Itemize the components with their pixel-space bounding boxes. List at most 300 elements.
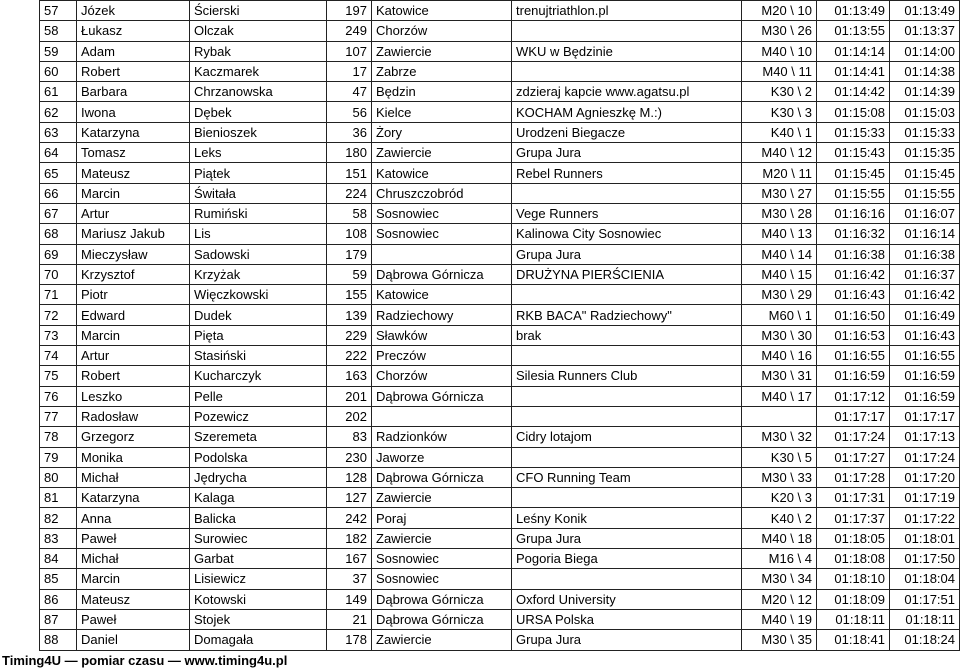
cell-club: Grupa Jura (512, 630, 742, 650)
cell-place: 75 (40, 366, 77, 386)
cell-first-name: Katarzyna (77, 488, 190, 508)
cell-gun-time: 01:17:37 (817, 508, 890, 528)
cell-bib-number: 47 (327, 82, 372, 102)
cell-gun-time: 01:18:09 (817, 589, 890, 609)
cell-gun-time: 01:17:24 (817, 427, 890, 447)
cell-last-name: Balicka (190, 508, 327, 528)
cell-place: 84 (40, 549, 77, 569)
cell-first-name: Robert (77, 61, 190, 81)
cell-club: Leśny Konik (512, 508, 742, 528)
cell-category: K40 \ 1 (742, 122, 817, 142)
table-row (40, 609, 960, 629)
cell-bib-number: 17 (327, 61, 372, 81)
cell-club: Rebel Runners (512, 163, 742, 183)
cell-first-name: Mateusz (77, 163, 190, 183)
cell-category: M40 \ 15 (742, 264, 817, 284)
cell-category: M20 \ 10 (742, 1, 817, 21)
cell-gun-time: 01:17:12 (817, 386, 890, 406)
cell-city: Dąbrowa Górnicza (372, 609, 512, 629)
cell-place: 83 (40, 528, 77, 548)
cell-city: Sosnowiec (372, 569, 512, 589)
cell-last-name: Pelle (190, 386, 327, 406)
table-row (40, 21, 960, 41)
cell-place: 87 (40, 609, 77, 629)
cell-net-time: 01:17:22 (890, 508, 960, 528)
cell-gun-time: 01:18:11 (817, 609, 890, 629)
cell-gun-time: 01:15:33 (817, 122, 890, 142)
cell-club (512, 285, 742, 305)
cell-city: Żory (372, 122, 512, 142)
cell-place: 63 (40, 122, 77, 142)
table-row (40, 203, 960, 223)
cell-last-name: Pięta (190, 325, 327, 345)
results-table (39, 0, 960, 651)
table-row (40, 528, 960, 548)
cell-category: M40 \ 18 (742, 528, 817, 548)
cell-last-name: Sadowski (190, 244, 327, 264)
cell-place: 79 (40, 447, 77, 467)
cell-last-name: Dudek (190, 305, 327, 325)
cell-bib-number: 151 (327, 163, 372, 183)
cell-bib-number: 108 (327, 224, 372, 244)
cell-bib-number: 37 (327, 569, 372, 589)
cell-place: 59 (40, 41, 77, 61)
cell-city: Sławków (372, 325, 512, 345)
cell-gun-time: 01:15:45 (817, 163, 890, 183)
cell-category: M30 \ 26 (742, 21, 817, 41)
cell-net-time: 01:17:19 (890, 488, 960, 508)
cell-gun-time: 01:16:55 (817, 346, 890, 366)
cell-gun-time: 01:18:08 (817, 549, 890, 569)
cell-city: Dąbrowa Górnicza (372, 264, 512, 284)
cell-city: Katowice (372, 1, 512, 21)
cell-last-name: Kotowski (190, 589, 327, 609)
cell-category: M30 \ 27 (742, 183, 817, 203)
table-row (40, 467, 960, 487)
cell-net-time: 01:17:20 (890, 467, 960, 487)
cell-club: Grupa Jura (512, 143, 742, 163)
table-row (40, 41, 960, 61)
cell-net-time: 01:17:17 (890, 406, 960, 426)
cell-club: brak (512, 325, 742, 345)
cell-bib-number: 178 (327, 630, 372, 650)
cell-club: Silesia Runners Club (512, 366, 742, 386)
cell-bib-number: 83 (327, 427, 372, 447)
cell-category: M30 \ 30 (742, 325, 817, 345)
cell-net-time: 01:15:03 (890, 102, 960, 122)
cell-gun-time: 01:16:32 (817, 224, 890, 244)
cell-last-name: Stojek (190, 609, 327, 629)
cell-place: 85 (40, 569, 77, 589)
cell-bib-number: 202 (327, 406, 372, 426)
cell-category: M30 \ 34 (742, 569, 817, 589)
cell-city: Sosnowiec (372, 549, 512, 569)
table-row (40, 569, 960, 589)
cell-bib-number: 36 (327, 122, 372, 142)
cell-category: M30 \ 31 (742, 366, 817, 386)
cell-city: Będzin (372, 82, 512, 102)
table-row (40, 447, 960, 467)
cell-city: Zawiercie (372, 630, 512, 650)
cell-gun-time: 01:13:49 (817, 1, 890, 21)
cell-place: 66 (40, 183, 77, 203)
cell-first-name: Tomasz (77, 143, 190, 163)
cell-bib-number: 139 (327, 305, 372, 325)
cell-bib-number: 127 (327, 488, 372, 508)
cell-place: 78 (40, 427, 77, 447)
cell-club (512, 21, 742, 41)
cell-club (512, 488, 742, 508)
cell-gun-time: 01:15:55 (817, 183, 890, 203)
cell-net-time: 01:16:55 (890, 346, 960, 366)
table-row (40, 406, 960, 426)
cell-net-time: 01:15:45 (890, 163, 960, 183)
cell-club (512, 183, 742, 203)
cell-category: K30 \ 5 (742, 447, 817, 467)
cell-city: Dąbrowa Górnicza (372, 467, 512, 487)
cell-gun-time: 01:16:38 (817, 244, 890, 264)
cell-net-time: 01:18:24 (890, 630, 960, 650)
cell-gun-time: 01:16:43 (817, 285, 890, 305)
cell-club: Pogoria Biega (512, 549, 742, 569)
cell-first-name: Piotr (77, 285, 190, 305)
cell-net-time: 01:16:42 (890, 285, 960, 305)
cell-first-name: Krzysztof (77, 264, 190, 284)
cell-place: 57 (40, 1, 77, 21)
cell-city: Preczów (372, 346, 512, 366)
table-row (40, 264, 960, 284)
cell-club: KOCHAM Agnieszkę M.:) (512, 102, 742, 122)
cell-gun-time: 01:17:17 (817, 406, 890, 426)
cell-first-name: Michał (77, 549, 190, 569)
cell-category: M30 \ 29 (742, 285, 817, 305)
cell-last-name: Stasiński (190, 346, 327, 366)
cell-first-name: Daniel (77, 630, 190, 650)
cell-bib-number: 249 (327, 21, 372, 41)
table-row (40, 224, 960, 244)
cell-last-name: Szeremeta (190, 427, 327, 447)
cell-gun-time: 01:14:41 (817, 61, 890, 81)
cell-city: Dąbrowa Górnicza (372, 386, 512, 406)
table-row (40, 285, 960, 305)
cell-last-name: Chrzanowska (190, 82, 327, 102)
cell-first-name: Grzegorz (77, 427, 190, 447)
cell-place: 61 (40, 82, 77, 102)
cell-net-time: 01:17:13 (890, 427, 960, 447)
cell-place: 65 (40, 163, 77, 183)
cell-first-name: Edward (77, 305, 190, 325)
cell-category: M60 \ 1 (742, 305, 817, 325)
cell-category (742, 406, 817, 426)
cell-city: Katowice (372, 163, 512, 183)
cell-gun-time: 01:15:43 (817, 143, 890, 163)
cell-city: Chorzów (372, 21, 512, 41)
table-row (40, 508, 960, 528)
cell-net-time: 01:18:01 (890, 528, 960, 548)
cell-bib-number: 197 (327, 1, 372, 21)
cell-club (512, 346, 742, 366)
cell-last-name: Świtała (190, 183, 327, 203)
cell-club (512, 447, 742, 467)
cell-place: 70 (40, 264, 77, 284)
cell-category: M30 \ 33 (742, 467, 817, 487)
cell-net-time: 01:13:49 (890, 1, 960, 21)
cell-category: M30 \ 35 (742, 630, 817, 650)
cell-net-time: 01:18:04 (890, 569, 960, 589)
cell-gun-time: 01:18:41 (817, 630, 890, 650)
cell-gun-time: 01:18:10 (817, 569, 890, 589)
cell-last-name: Ścierski (190, 1, 327, 21)
cell-category: K40 \ 2 (742, 508, 817, 528)
cell-last-name: Dębek (190, 102, 327, 122)
cell-net-time: 01:14:39 (890, 82, 960, 102)
cell-club: zdzieraj kapcie www.agatsu.pl (512, 82, 742, 102)
cell-last-name: Krzyżak (190, 264, 327, 284)
cell-bib-number: 56 (327, 102, 372, 122)
cell-category: K30 \ 2 (742, 82, 817, 102)
cell-net-time: 01:18:11 (890, 609, 960, 629)
cell-club: Grupa Jura (512, 244, 742, 264)
cell-club: Urodzeni Biegacze (512, 122, 742, 142)
cell-first-name: Mieczysław (77, 244, 190, 264)
cell-net-time: 01:16:59 (890, 386, 960, 406)
cell-gun-time: 01:13:55 (817, 21, 890, 41)
table-row (40, 346, 960, 366)
cell-last-name: Garbat (190, 549, 327, 569)
cell-bib-number: 201 (327, 386, 372, 406)
table-row (40, 488, 960, 508)
cell-last-name: Surowiec (190, 528, 327, 548)
cell-place: 77 (40, 406, 77, 426)
cell-gun-time: 01:17:31 (817, 488, 890, 508)
cell-first-name: Monika (77, 447, 190, 467)
cell-first-name: Mariusz Jakub (77, 224, 190, 244)
table-row (40, 82, 960, 102)
cell-category: M40 \ 17 (742, 386, 817, 406)
cell-gun-time: 01:16:42 (817, 264, 890, 284)
cell-bib-number: 155 (327, 285, 372, 305)
cell-place: 67 (40, 203, 77, 223)
cell-first-name: Marcin (77, 569, 190, 589)
cell-club: trenujtriathlon.pl (512, 1, 742, 21)
cell-city: Dąbrowa Górnicza (372, 589, 512, 609)
cell-place: 88 (40, 630, 77, 650)
cell-last-name: Rybak (190, 41, 327, 61)
table-row (40, 61, 960, 81)
cell-bib-number: 149 (327, 589, 372, 609)
cell-first-name: Mateusz (77, 589, 190, 609)
table-row (40, 589, 960, 609)
cell-first-name: Józek (77, 1, 190, 21)
cell-gun-time: 01:16:50 (817, 305, 890, 325)
cell-net-time: 01:16:38 (890, 244, 960, 264)
cell-first-name: Radosław (77, 406, 190, 426)
cell-gun-time: 01:15:08 (817, 102, 890, 122)
cell-club: Grupa Jura (512, 528, 742, 548)
table-row (40, 244, 960, 264)
cell-category: M20 \ 12 (742, 589, 817, 609)
cell-bib-number: 229 (327, 325, 372, 345)
cell-place: 68 (40, 224, 77, 244)
cell-place: 72 (40, 305, 77, 325)
cell-city: Zabrze (372, 61, 512, 81)
cell-net-time: 01:16:43 (890, 325, 960, 345)
cell-last-name: Leks (190, 143, 327, 163)
cell-city: Zawiercie (372, 528, 512, 548)
cell-gun-time: 01:14:42 (817, 82, 890, 102)
cell-first-name: Leszko (77, 386, 190, 406)
cell-net-time: 01:16:37 (890, 264, 960, 284)
cell-city: Zawiercie (372, 41, 512, 61)
cell-last-name: Kucharczyk (190, 366, 327, 386)
cell-last-name: Domagała (190, 630, 327, 650)
cell-category: M40 \ 10 (742, 41, 817, 61)
cell-first-name: Iwona (77, 102, 190, 122)
footer-credit: Timing4U — pomiar czasu — www.timing4u.pl (2, 653, 288, 668)
cell-last-name: Bienioszek (190, 122, 327, 142)
table-row (40, 305, 960, 325)
cell-net-time: 01:15:33 (890, 122, 960, 142)
cell-first-name: Artur (77, 203, 190, 223)
cell-bib-number: 107 (327, 41, 372, 61)
cell-gun-time: 01:17:27 (817, 447, 890, 467)
cell-bib-number: 21 (327, 609, 372, 629)
cell-last-name: Olczak (190, 21, 327, 41)
cell-first-name: Artur (77, 346, 190, 366)
cell-first-name: Anna (77, 508, 190, 528)
cell-last-name: Kalaga (190, 488, 327, 508)
cell-place: 80 (40, 467, 77, 487)
cell-club (512, 406, 742, 426)
cell-first-name: Michał (77, 467, 190, 487)
cell-last-name: Lisiewicz (190, 569, 327, 589)
cell-city: Radzionków (372, 427, 512, 447)
cell-gun-time: 01:16:16 (817, 203, 890, 223)
table-row (40, 630, 960, 650)
cell-club: DRUŻYNA PIERŚCIENIA (512, 264, 742, 284)
cell-club (512, 569, 742, 589)
cell-city: Chruszczobród (372, 183, 512, 203)
cell-bib-number: 179 (327, 244, 372, 264)
cell-place: 58 (40, 21, 77, 41)
table-row (40, 325, 960, 345)
cell-last-name: Piątek (190, 163, 327, 183)
table-row (40, 366, 960, 386)
cell-net-time: 01:15:35 (890, 143, 960, 163)
cell-last-name: Kaczmarek (190, 61, 327, 81)
cell-club: URSA Polska (512, 609, 742, 629)
cell-place: 82 (40, 508, 77, 528)
cell-bib-number: 242 (327, 508, 372, 528)
cell-city: Zawiercie (372, 488, 512, 508)
table-row (40, 1, 960, 21)
cell-first-name: Paweł (77, 609, 190, 629)
cell-net-time: 01:17:51 (890, 589, 960, 609)
cell-category: M40 \ 12 (742, 143, 817, 163)
cell-city: Zawiercie (372, 143, 512, 163)
cell-last-name: Pozewicz (190, 406, 327, 426)
cell-net-time: 01:16:49 (890, 305, 960, 325)
cell-bib-number: 180 (327, 143, 372, 163)
cell-bib-number: 182 (327, 528, 372, 548)
cell-first-name: Marcin (77, 325, 190, 345)
cell-bib-number: 224 (327, 183, 372, 203)
cell-net-time: 01:17:24 (890, 447, 960, 467)
cell-place: 81 (40, 488, 77, 508)
cell-category: K30 \ 3 (742, 102, 817, 122)
cell-last-name: Jędrycha (190, 467, 327, 487)
cell-gun-time: 01:17:28 (817, 467, 890, 487)
cell-bib-number: 163 (327, 366, 372, 386)
cell-first-name: Barbara (77, 82, 190, 102)
cell-last-name: Więczkowski (190, 285, 327, 305)
cell-city: Sosnowiec (372, 224, 512, 244)
cell-place: 69 (40, 244, 77, 264)
cell-net-time: 01:15:55 (890, 183, 960, 203)
cell-last-name: Rumiński (190, 203, 327, 223)
cell-category: M40 \ 16 (742, 346, 817, 366)
cell-city: Jaworze (372, 447, 512, 467)
cell-last-name: Lis (190, 224, 327, 244)
cell-category: K20 \ 3 (742, 488, 817, 508)
cell-club: Kalinowa City Sosnowiec (512, 224, 742, 244)
cell-category: M40 \ 19 (742, 609, 817, 629)
cell-place: 62 (40, 102, 77, 122)
cell-bib-number: 222 (327, 346, 372, 366)
cell-category: M16 \ 4 (742, 549, 817, 569)
cell-first-name: Katarzyna (77, 122, 190, 142)
cell-place: 86 (40, 589, 77, 609)
cell-net-time: 01:14:00 (890, 41, 960, 61)
cell-net-time: 01:13:37 (890, 21, 960, 41)
cell-category: M40 \ 14 (742, 244, 817, 264)
cell-bib-number: 230 (327, 447, 372, 467)
cell-bib-number: 58 (327, 203, 372, 223)
table-row (40, 183, 960, 203)
cell-city: Katowice (372, 285, 512, 305)
table-row (40, 163, 960, 183)
cell-gun-time: 01:16:53 (817, 325, 890, 345)
cell-category: M40 \ 11 (742, 61, 817, 81)
table-row (40, 122, 960, 142)
cell-last-name: Podolska (190, 447, 327, 467)
cell-bib-number: 59 (327, 264, 372, 284)
cell-place: 64 (40, 143, 77, 163)
cell-first-name: Paweł (77, 528, 190, 548)
table-row (40, 102, 960, 122)
cell-club: WKU w Będzinie (512, 41, 742, 61)
cell-net-time: 01:14:38 (890, 61, 960, 81)
cell-gun-time: 01:16:59 (817, 366, 890, 386)
cell-city: Sosnowiec (372, 203, 512, 223)
cell-category: M30 \ 32 (742, 427, 817, 447)
cell-club: Oxford University (512, 589, 742, 609)
table-row (40, 549, 960, 569)
cell-net-time: 01:16:07 (890, 203, 960, 223)
cell-club (512, 386, 742, 406)
cell-place: 73 (40, 325, 77, 345)
cell-city (372, 406, 512, 426)
cell-place: 74 (40, 346, 77, 366)
cell-gun-time: 01:18:05 (817, 528, 890, 548)
cell-club: Vege Runners (512, 203, 742, 223)
cell-net-time: 01:16:14 (890, 224, 960, 244)
cell-category: M20 \ 11 (742, 163, 817, 183)
cell-club: RKB BACA" Radziechowy" (512, 305, 742, 325)
cell-first-name: Marcin (77, 183, 190, 203)
table-row (40, 427, 960, 447)
cell-city: Kielce (372, 102, 512, 122)
